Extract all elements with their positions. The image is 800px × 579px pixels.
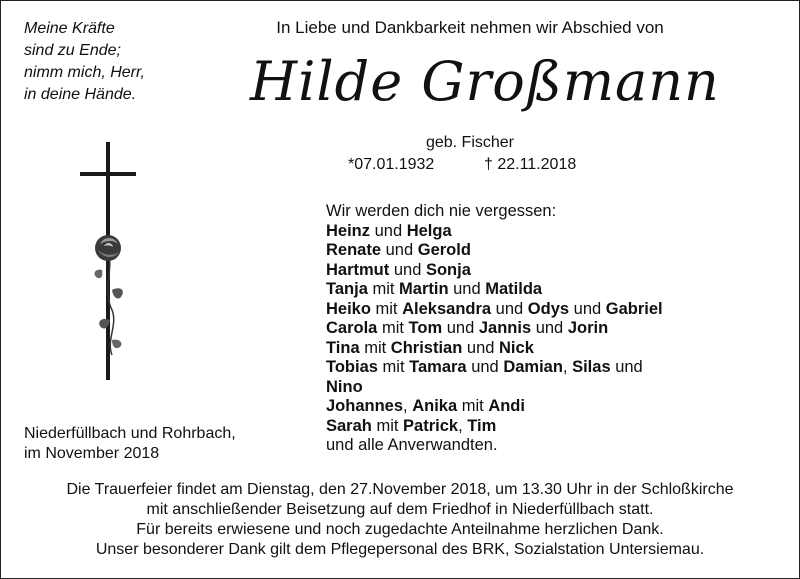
mourner-connector: und [370,221,407,240]
place-line: Niederfüllbach und Rohrbach, [24,425,236,442]
verse-line: sind zu Ende; [24,42,121,59]
mourner-connector: und [442,319,479,337]
mourners-list [326,202,663,456]
verse-line: Meine Kräfte [24,20,115,37]
mourner-name: Heinz [326,221,371,240]
mourner-name: Sarah [326,416,372,435]
mourner-name: Aleksandra [402,299,492,318]
death-date: † 22.11.2018 [484,156,577,173]
mourner-name: Tina [326,338,360,357]
mourner-name: Odys [527,299,570,318]
mourner-name: Johannes [326,397,404,415]
footer-line: Unser besonderer Dank gilt dem Pflegepersonal des BRK, Sozialstation Untersiemau. [95,541,705,558]
mourner-connector: , [562,358,573,376]
mourner-line [326,280,663,300]
mourner-line [326,300,663,320]
footer-text [0,480,800,560]
mourner-name: Jorin [567,319,609,337]
mourner-connector: mit [457,397,489,415]
maiden-name: geb. Fischer [425,134,515,151]
footer-line: mit anschließender Beisetzung auf dem Friedhof in Niederfüllbach statt. [146,501,654,518]
mourner-name: Christian [390,338,463,357]
mourner-name: Tim [467,416,497,435]
mourner-name: Hartmut [326,260,390,279]
mourner-connector: mit [367,280,400,298]
mourner-line [326,241,663,261]
mourner-name: Tobias [326,358,378,376]
mourner-name: Tamara [409,358,467,376]
mourner-connector: und [569,299,606,318]
mourner-lines [326,222,663,437]
mourner-connector: und [381,241,418,259]
mourner-name: Nino [326,377,363,396]
mourner-name: Patrick [403,416,459,435]
mourner-connector: mit [359,338,391,357]
mourner-line [326,358,663,378]
mourner-connector: und [610,358,643,376]
mourner-connector: und [462,338,500,357]
mourner-connector: mit [377,319,409,337]
mourner-line [326,378,663,398]
footer-line: Für bereits erwiesene und noch zugedachte Anteilnahme herzlichen Dank. [136,521,664,538]
mourner-connector: und [466,358,504,376]
mourner-name: Jannis [478,319,532,337]
mourner-name: Tanja [326,280,368,298]
intro-text: In Liebe und Dankbarkeit nehmen wir Abschied von [276,18,664,37]
mourner-line [326,397,663,417]
mourner-name: Tom [408,319,443,337]
mourner-connector: mit [377,358,410,376]
verse-line: in deine Hände. [24,86,137,103]
mourner-line [326,319,663,339]
mourner-name: Carola [326,319,378,337]
mourner-name: Damian [503,358,563,376]
verse [24,18,145,106]
mourner-line [326,222,663,242]
mourner-connector: und [491,299,528,318]
mourner-connector: und [389,260,426,279]
mourner-name: Andi [488,397,525,415]
birth-date: *07.01.1932 [348,156,435,173]
place-date [24,424,236,464]
footer-line: Die Trauerfeier findet am Dienstag, den 27.November 2018, um 13.30 Uhr in der Schloßkirche [66,481,734,498]
mourner-name: Matilda [485,280,543,298]
mourner-connector: , [403,397,413,415]
mourner-line [326,417,663,437]
cross-with-rose-icon [72,140,142,382]
mourner-name: Renate [326,241,382,259]
mourner-connector: mit [370,299,403,318]
mourner-name: Anika [412,397,458,415]
mourner-name: Sonja [425,260,471,279]
mourner-connector: und [448,280,486,298]
mourner-line [326,339,663,359]
mourner-name: Heiko [326,299,371,318]
mourners-closing: und alle Anverwandten. [326,436,498,454]
date-line: im November 2018 [24,445,160,462]
mourner-name: Helga [406,221,452,240]
mourner-line [326,261,663,281]
mourner-connector: und [531,319,568,337]
mourner-name: Silas [572,358,611,376]
mourner-name: Nick [499,338,534,357]
mourner-name: Gerold [417,241,471,259]
mourners-opening: Wir werden dich nie vergessen: [326,202,557,220]
mourner-connector: , [458,416,468,435]
mourner-connector: mit [371,416,404,435]
verse-line: nimm mich, Herr, [24,64,145,81]
mourner-name: Martin [399,280,449,298]
deceased-name: Hilde Großmann [250,50,720,113]
mourner-name: Gabriel [605,299,663,318]
